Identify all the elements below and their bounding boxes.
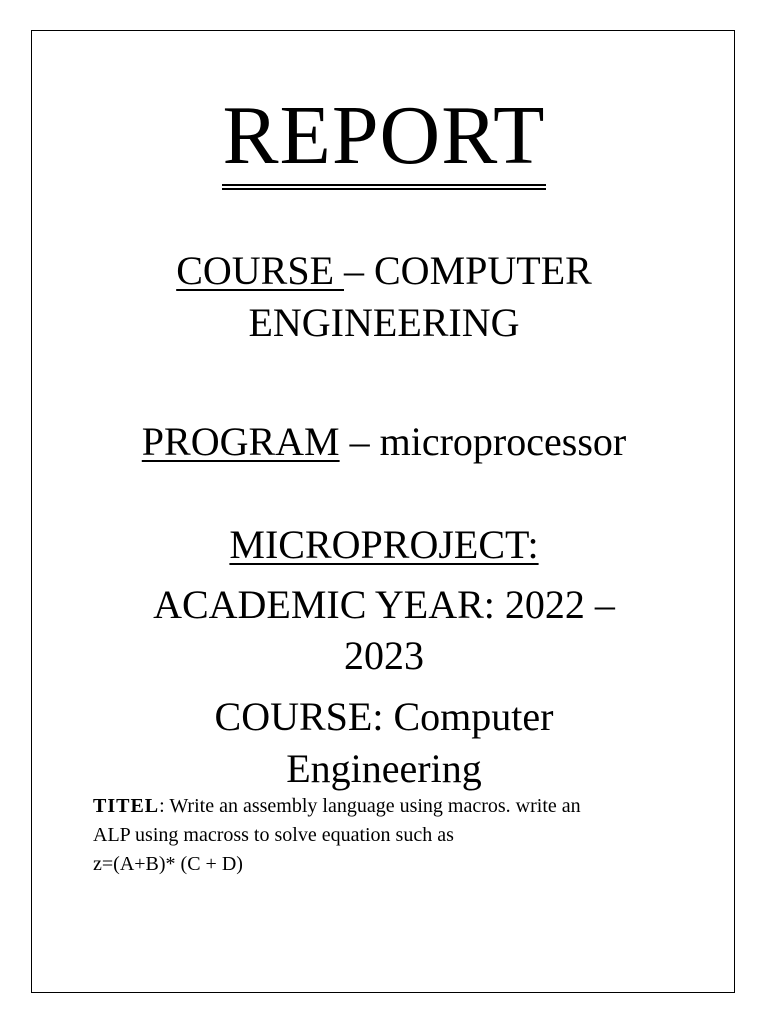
academic-year-line-2: 2023 [344, 633, 424, 678]
academic-year-line-1: ACADEMIC YEAR: 2022 – [153, 582, 615, 627]
program-line [60, 416, 708, 468]
microproject-line [60, 519, 708, 571]
titel-block [93, 792, 683, 879]
course-name-line-1: COURSE: Computer [214, 694, 554, 739]
titel-line-1 [93, 792, 683, 821]
course-line-2: ENGINEERING [248, 300, 520, 345]
program-value: – microprocessor [339, 419, 627, 464]
titel-line-2: ALP using macross to solve equation such as [93, 824, 454, 846]
titel-label: TITEL [93, 795, 160, 817]
course-value-1: – COMPUTER [344, 248, 592, 293]
titel-text-1: : Write an assembly language using macros. write an [159, 795, 581, 817]
microproject-label: MICROPROJECT: [229, 522, 539, 567]
course-name-line-2: Engineering [286, 746, 482, 791]
program-label: PROGRAM [141, 419, 340, 464]
report-title-text: REPORT [222, 94, 545, 190]
course-line-1 [60, 245, 708, 297]
course-label: COURSE [176, 248, 344, 293]
titel-line-3: z=(A+B)* (C + D) [93, 853, 243, 875]
report-title [0, 89, 768, 190]
